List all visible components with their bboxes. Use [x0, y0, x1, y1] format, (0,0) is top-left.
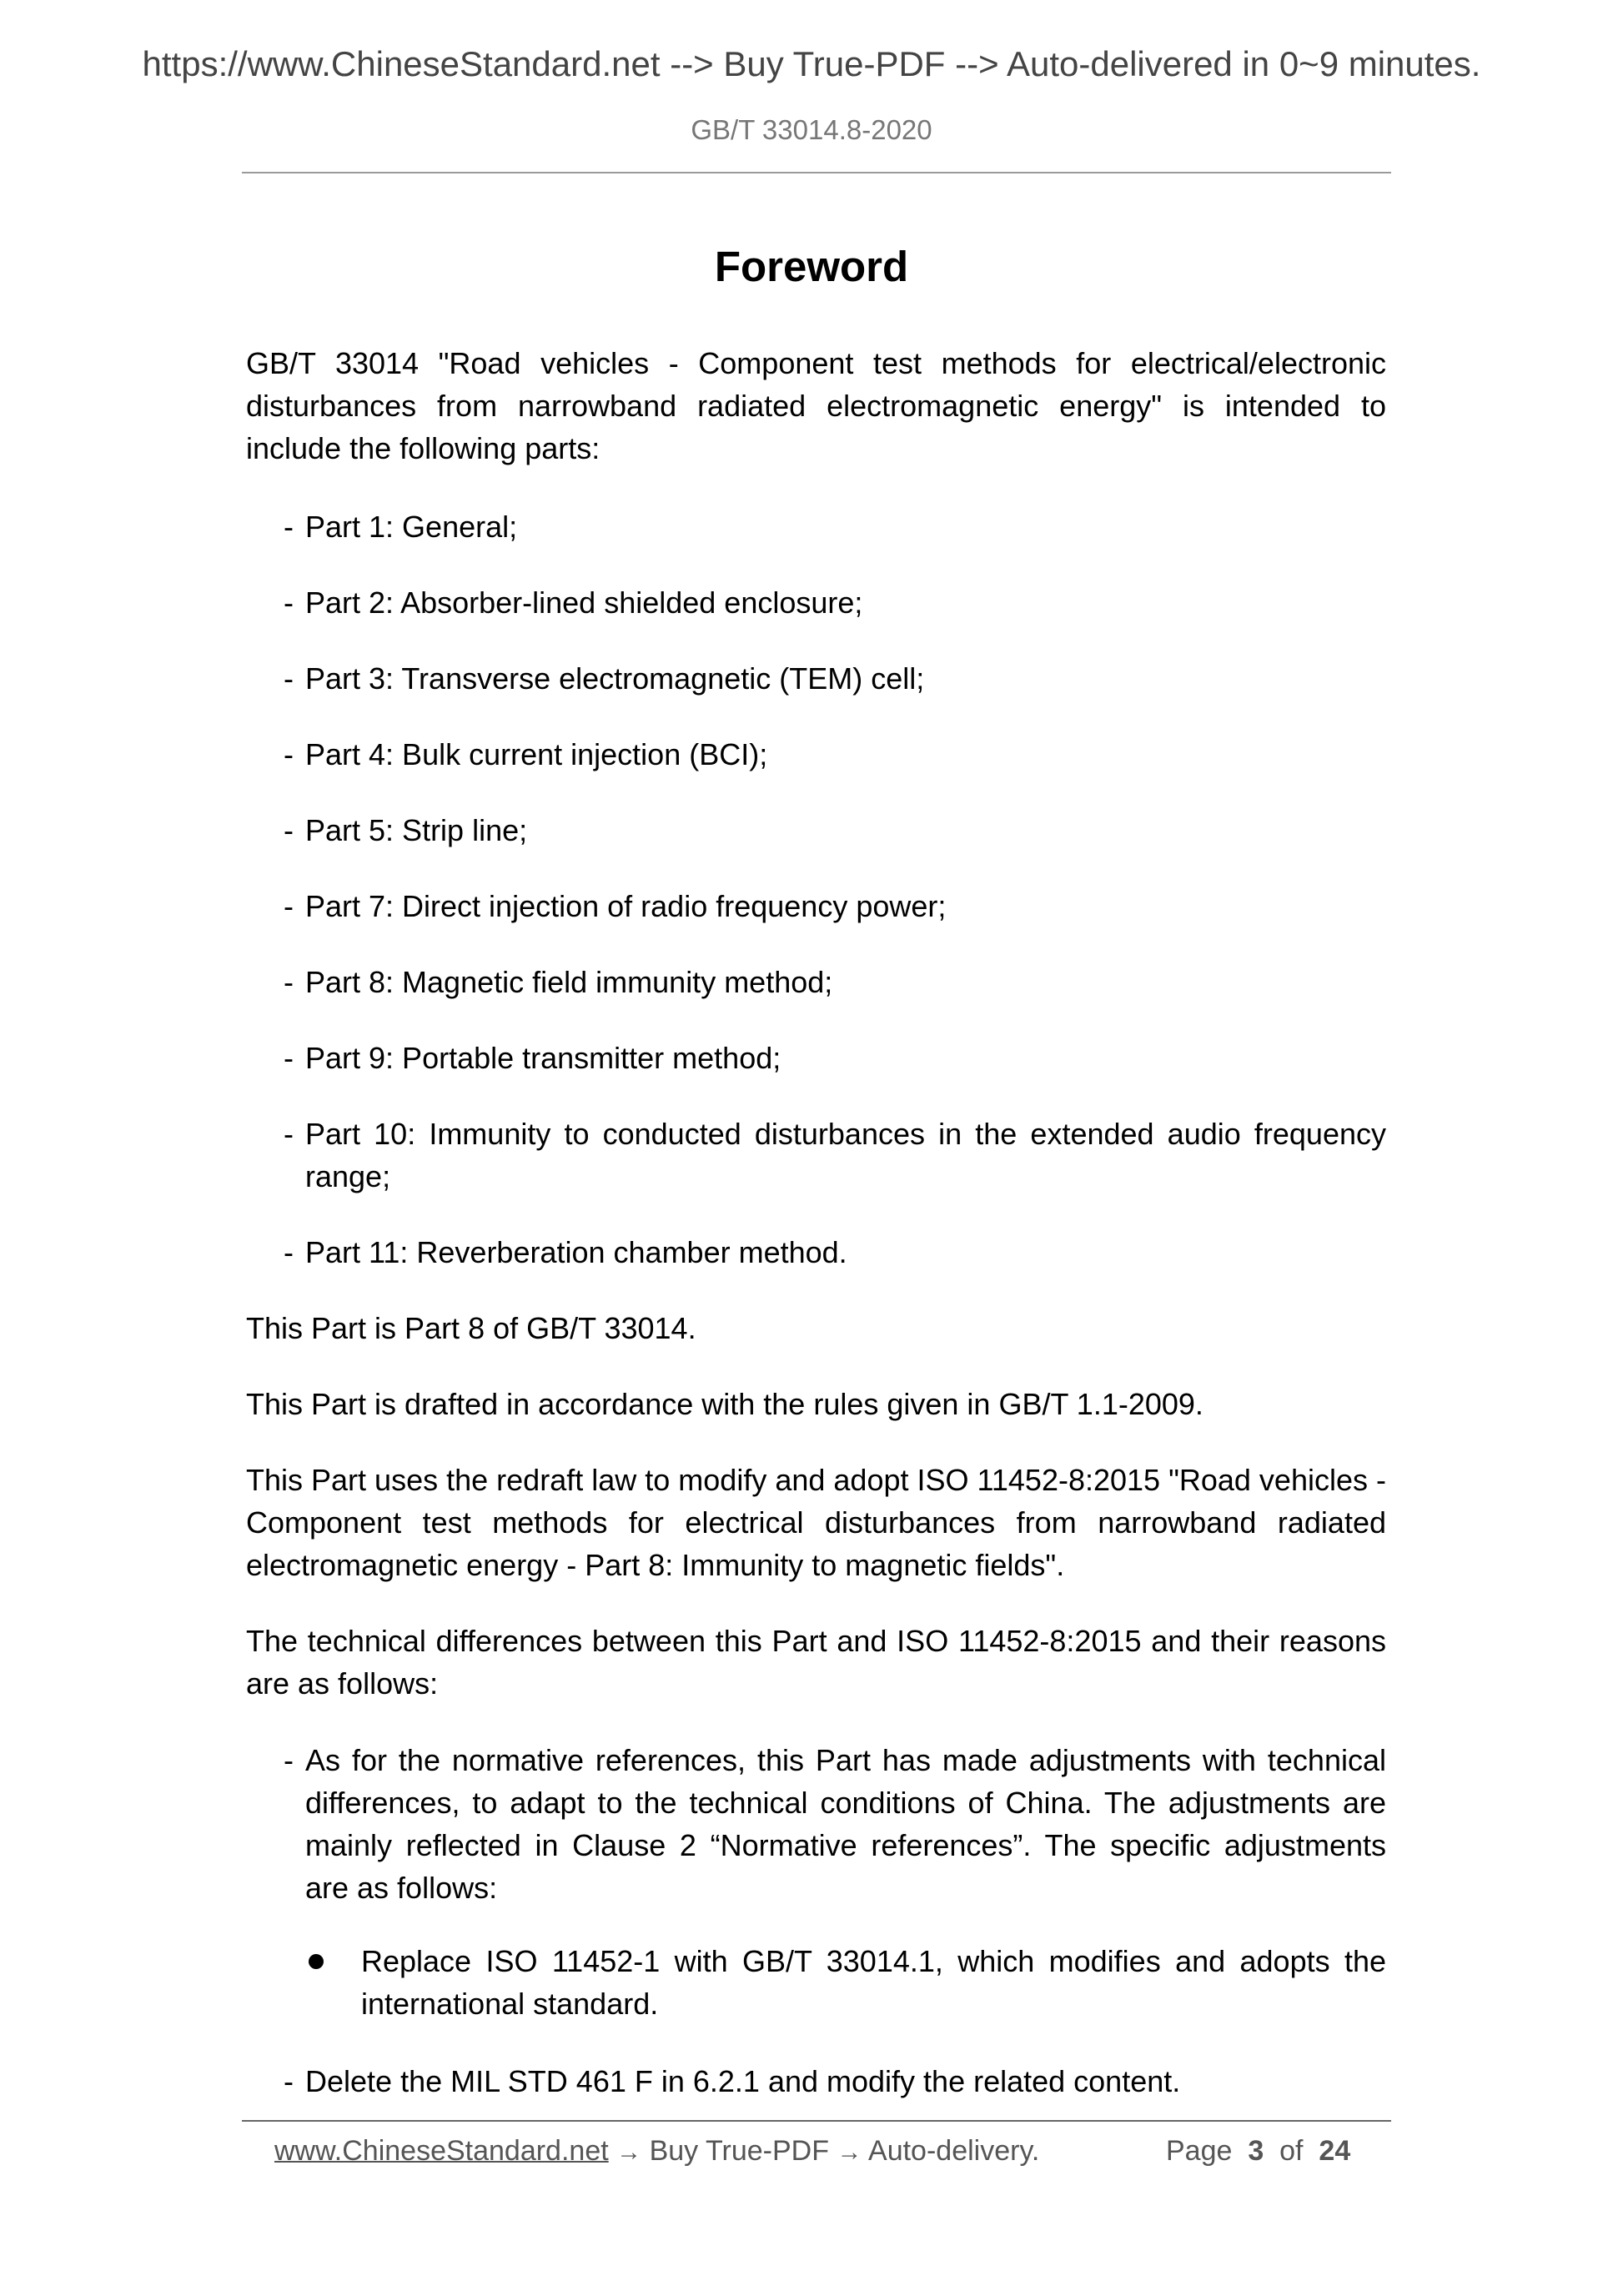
list-item-text: Part 10: Immunity to conducted disturbances in the extended audio frequency range;	[305, 1117, 1386, 1193]
list-item-part-5	[284, 809, 1386, 852]
sub-bullet-text: Replace ISO 11452-1 with GB/T 33014.1, which modifies and adopts the international standard.	[361, 1944, 1386, 2021]
dash-marker: -	[284, 510, 294, 544]
list-item-text: Part 9: Portable transmitter method;	[305, 1041, 781, 1075]
list-item-text: Part 5: Strip line;	[305, 813, 528, 847]
header-divider	[242, 172, 1391, 173]
of-label: of	[1279, 2135, 1304, 2167]
footer-divider	[242, 2120, 1391, 2122]
footer-buy-text: Buy True-PDF	[649, 2135, 829, 2167]
dash-marker: -	[284, 1743, 294, 1777]
dash-marker: -	[284, 889, 294, 923]
dash-marker: -	[284, 1235, 294, 1269]
list-item-part-8	[284, 961, 1386, 1003]
document-code: GB/T 33014.8-2020	[691, 114, 932, 145]
list-item-text: Part 2: Absorber-lined shielded enclosure;	[305, 585, 863, 620]
dash-marker: -	[284, 813, 294, 847]
list-item-text: Delete the MIL STD 461 F in 6.2.1 and modify the related content.	[305, 2064, 1181, 2098]
dash-marker: -	[284, 1117, 294, 1151]
difference-item-mil-std	[284, 2060, 1386, 2103]
bullet-icon	[309, 1954, 324, 1969]
list-item-part-7	[284, 885, 1386, 927]
paragraph-adoption: This Part uses the redraft law to modify and adopt ISO 11452-8:2015 "Road vehicles - Component test methods for electrical disturbances from narrowband radiated electromagnetic energy - Part 8: Immunity to magnetic fields".	[246, 1463, 1386, 1582]
total-page-count: 24	[1319, 2135, 1351, 2167]
dash-marker: -	[284, 965, 294, 999]
list-item-text: Part 4: Bulk current injection (BCI);	[305, 737, 768, 771]
dash-marker: -	[284, 1041, 294, 1075]
list-item-text: Part 3: Transverse electromagnetic (TEM) cell;	[305, 661, 925, 696]
dash-marker: -	[284, 2064, 294, 2098]
list-item-part-1	[284, 505, 1386, 548]
dash-marker: -	[284, 585, 294, 620]
top-banner: https://www.ChineseStandard.net --> Buy True-PDF --> Auto-delivered in 0~9 minutes.	[142, 44, 1481, 83]
paragraph-part-of: This Part is Part 8 of GB/T 33014.	[246, 1311, 696, 1345]
page-title: Foreword	[714, 243, 909, 290]
dash-marker: -	[284, 661, 294, 696]
list-item-text: Part 1: General;	[305, 510, 518, 544]
list-item-text: Part 8: Magnetic field immunity method;	[305, 965, 833, 999]
footer-delivery-text: Auto-delivery.	[868, 2135, 1040, 2167]
paragraph-drafting-rules: This Part is drafted in accordance with the rules given in GB/T 1.1-2009.	[246, 1387, 1203, 1421]
arrow-right-icon: →	[837, 2138, 862, 2166]
list-item-part-4	[284, 733, 1386, 776]
difference-item-normative-references	[284, 1739, 1386, 1909]
list-item-text: Part 7: Direct injection of radio frequency power;	[305, 889, 947, 923]
dash-marker: -	[284, 737, 294, 771]
page-indicator	[1166, 2133, 1350, 2168]
intro-paragraph: GB/T 33014 "Road vehicles - Component test methods for electrical/electronic disturbances from narrowband radiated electromagnetic energy" is intended to include the following parts:	[246, 346, 1386, 465]
list-item-part-11	[284, 1231, 1386, 1274]
list-item-part-9	[284, 1037, 1386, 1079]
sub-bullet-item	[300, 1940, 1386, 2025]
current-page-number: 3	[1248, 2135, 1264, 2167]
paragraph-technical-differences: The technical differences between this Part and ISO 11452-8:2015 and their reasons are as follows:	[246, 1624, 1386, 1701]
list-item-part-3	[284, 657, 1386, 700]
list-item-part-2	[284, 581, 1386, 624]
arrow-right-icon: →	[616, 2138, 642, 2166]
list-item-text: As for the normative references, this Part has made adjustments with technical differences, to adapt to the technical conditions of China. The adjustments are mainly reflected in Clause 2 “Normative references”. The specific adjustments are as follows:	[305, 1743, 1386, 1905]
list-item-part-10	[284, 1113, 1386, 1198]
page-label: Page	[1166, 2135, 1233, 2167]
footer-site-link[interactable]: www.ChineseStandard.net	[274, 2135, 609, 2167]
list-item-text: Part 11: Reverberation chamber method.	[305, 1235, 847, 1269]
footer-promo	[274, 2133, 1039, 2170]
